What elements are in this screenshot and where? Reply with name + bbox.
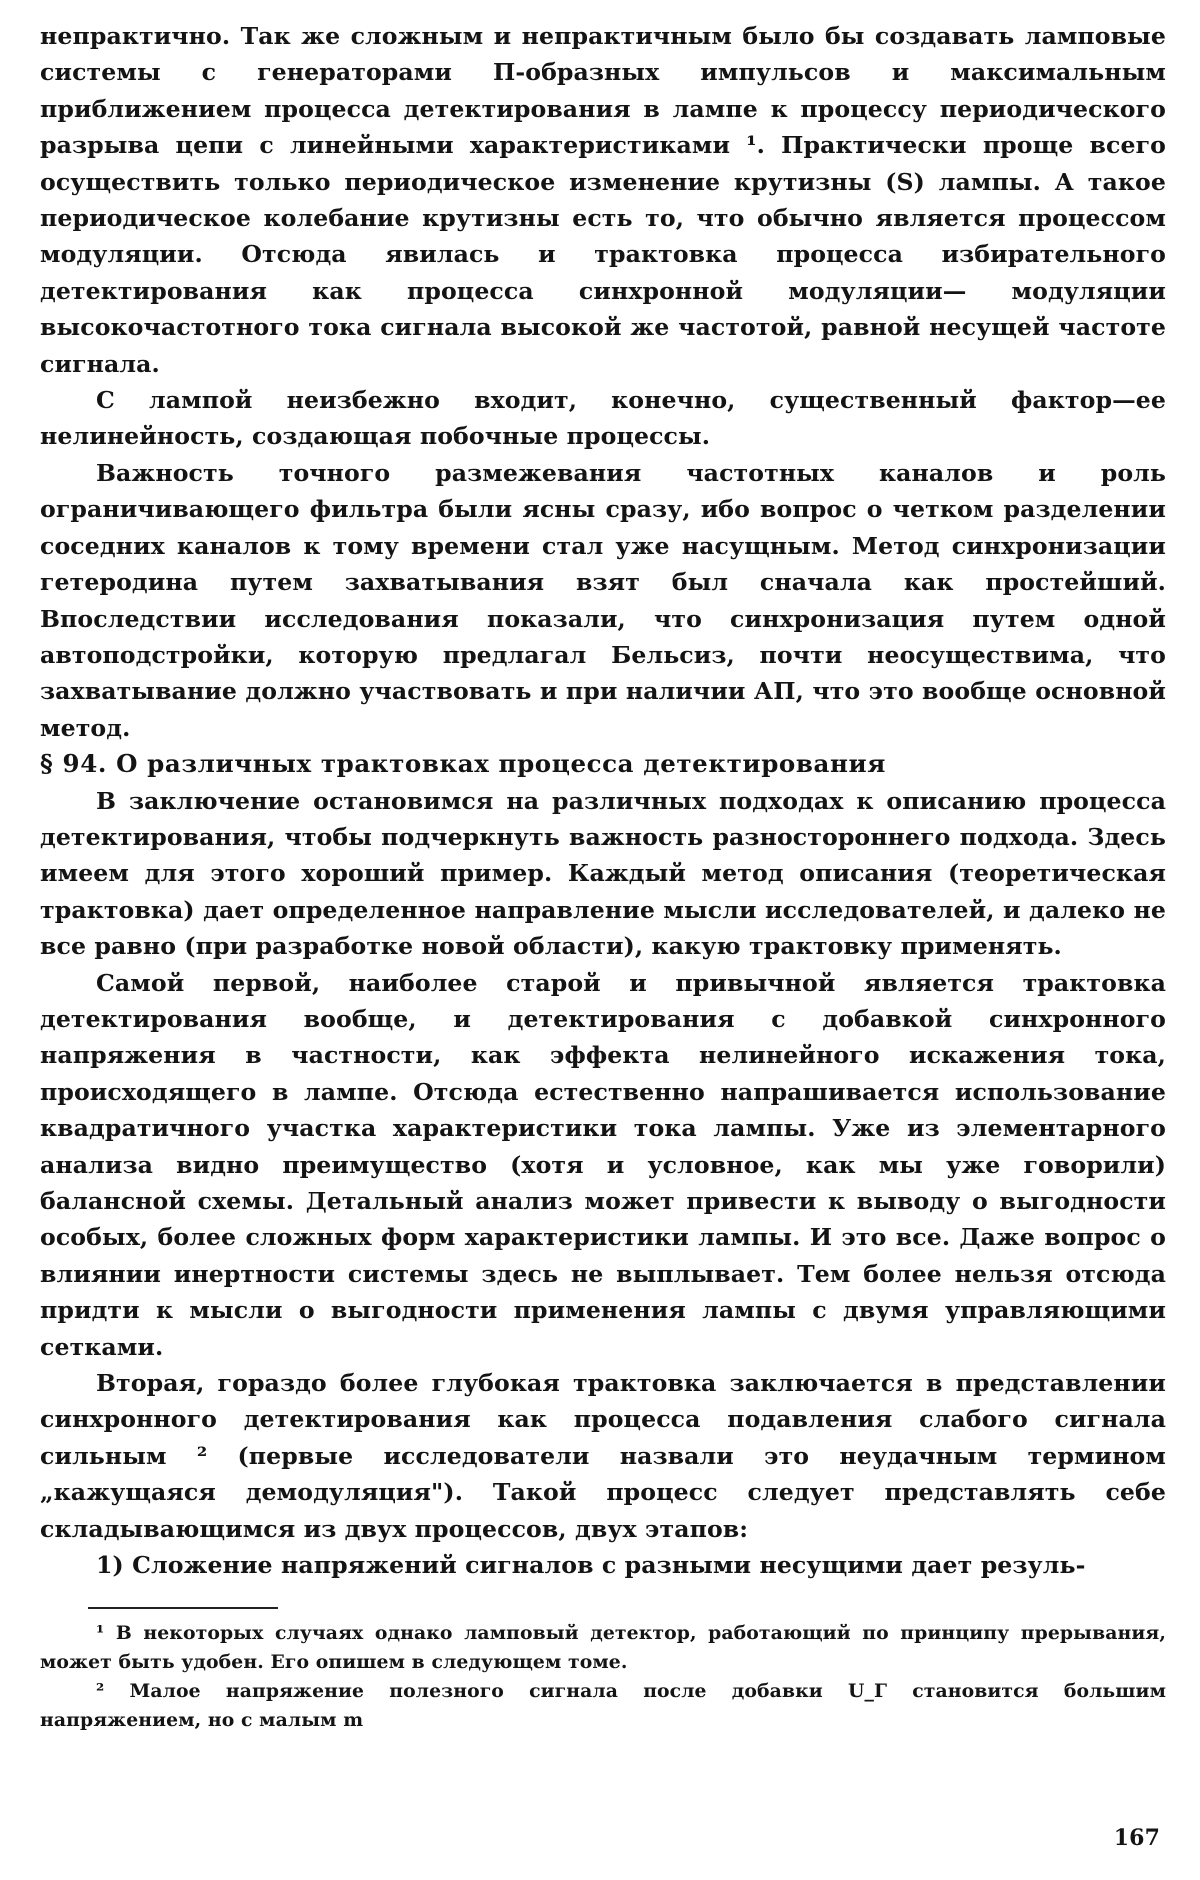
paragraph-7: 1) Сложение напряжений сигналов с разными несущими дает резуль- bbox=[96, 1551, 1086, 1580]
section-heading: § 94. О различных трактовках процесса детектирования bbox=[40, 749, 886, 779]
paragraph-2: С лампой неизбежно входит, конечно, существенный фактор—ее нелинейность, создающая побочные процессы. bbox=[40, 386, 1166, 451]
paragraph-5: Самой первой, наиболее старой и привычной является трактовка детектирования вообще, и детектирования с добавкой синхронного напряжения в частности, как эффекта нелинейного искажения тока, происходящего в лампе. Отсюда естественно напрашивается использование квадратичного участка характеристики тока лампы. Уже из элементарного анализа видно преимущество (хотя и условное, как мы уже говорили) балансной схемы. Детальный анализ может привести к выводу о выгодности особых, более сложных форм характеристики лампы. И это все. Даже вопрос о влиянии инертности системы здесь не выплывает. Тем более нельзя отсюда придти к мысли о выгодности применения лампы с двумя управляющими сетками. bbox=[40, 968, 1166, 1361]
footnotes bbox=[40, 1619, 1166, 1735]
paragraph-6: Вторая, гораздо более глубокая трактовка заключается в представлении синхронного детектирования как процесса подавления слабого сигнала сильным ² (первые исследователи назвали это неудачным термином „кажущаяся демодуляция"). Такой процесс следует представлять себе складывающимся из двух процессов, двух этапов: bbox=[40, 1369, 1166, 1543]
footnote-1: ¹ В некоторых случаях однако ламповый детектор, работающий по принципу прерывания, может быть удобен. Его опишем в следующем томе. bbox=[40, 1622, 1166, 1674]
paragraph-4: В заключение остановимся на различных подходах к описанию процесса детектирования, чтобы подчеркнуть важность разностороннего подхода. Здесь имеем для этого хороший пример. Каждый метод описания (теоретическая трактовка) дает определенное направление мысли исследователей, и далеко не все равно (при разработке новой области), какую трактовку применять. bbox=[40, 786, 1166, 961]
footnote-divider bbox=[88, 1607, 278, 1609]
page-number: 167 bbox=[1113, 1824, 1160, 1851]
paragraph-3: Важность точного размежевания частотных каналов и роль ограничивающего фильтра были ясны сразу, ибо вопрос о четком разделении соседних каналов к тому времени стал уже насущным. Метод синхронизации гетеродина путем захватывания взят был сначала как простейший. Впоследствии исследования показали, что синхронизация путем одной автоподстройки, которую предлагал Бельсиз, почти неосуществима, что захватывание должно участвовать и при наличии АП, что это вообще основной метод. bbox=[40, 458, 1166, 742]
document-page bbox=[40, 18, 1166, 1858]
paragraph-1: непрактично. Так же сложным и непрактичным было бы создавать ламповые системы с генераторами П-образных импульсов и максимальным приближением процесса детектирования в лампе к процессу периодического разрыва цепи с линейными характеристиками ¹. Практически проще всего осуществить только периодическое изменение крутизны (S) лампы. А такое периодическое колебание крутизны есть то, что обычно является процессом модуляции. Отсюда явилась и трактовка процесса избирательного детектирования как процесса синхронной модуляции— модуляции высокочастотного тока сигнала высокой же частотой, равной несущей частоте сигнала. bbox=[40, 22, 1166, 378]
footnote-2: ² Малое напряжение полезного сигнала после добавки U_Г становится большим напряжением, но с малым m bbox=[40, 1680, 1166, 1732]
